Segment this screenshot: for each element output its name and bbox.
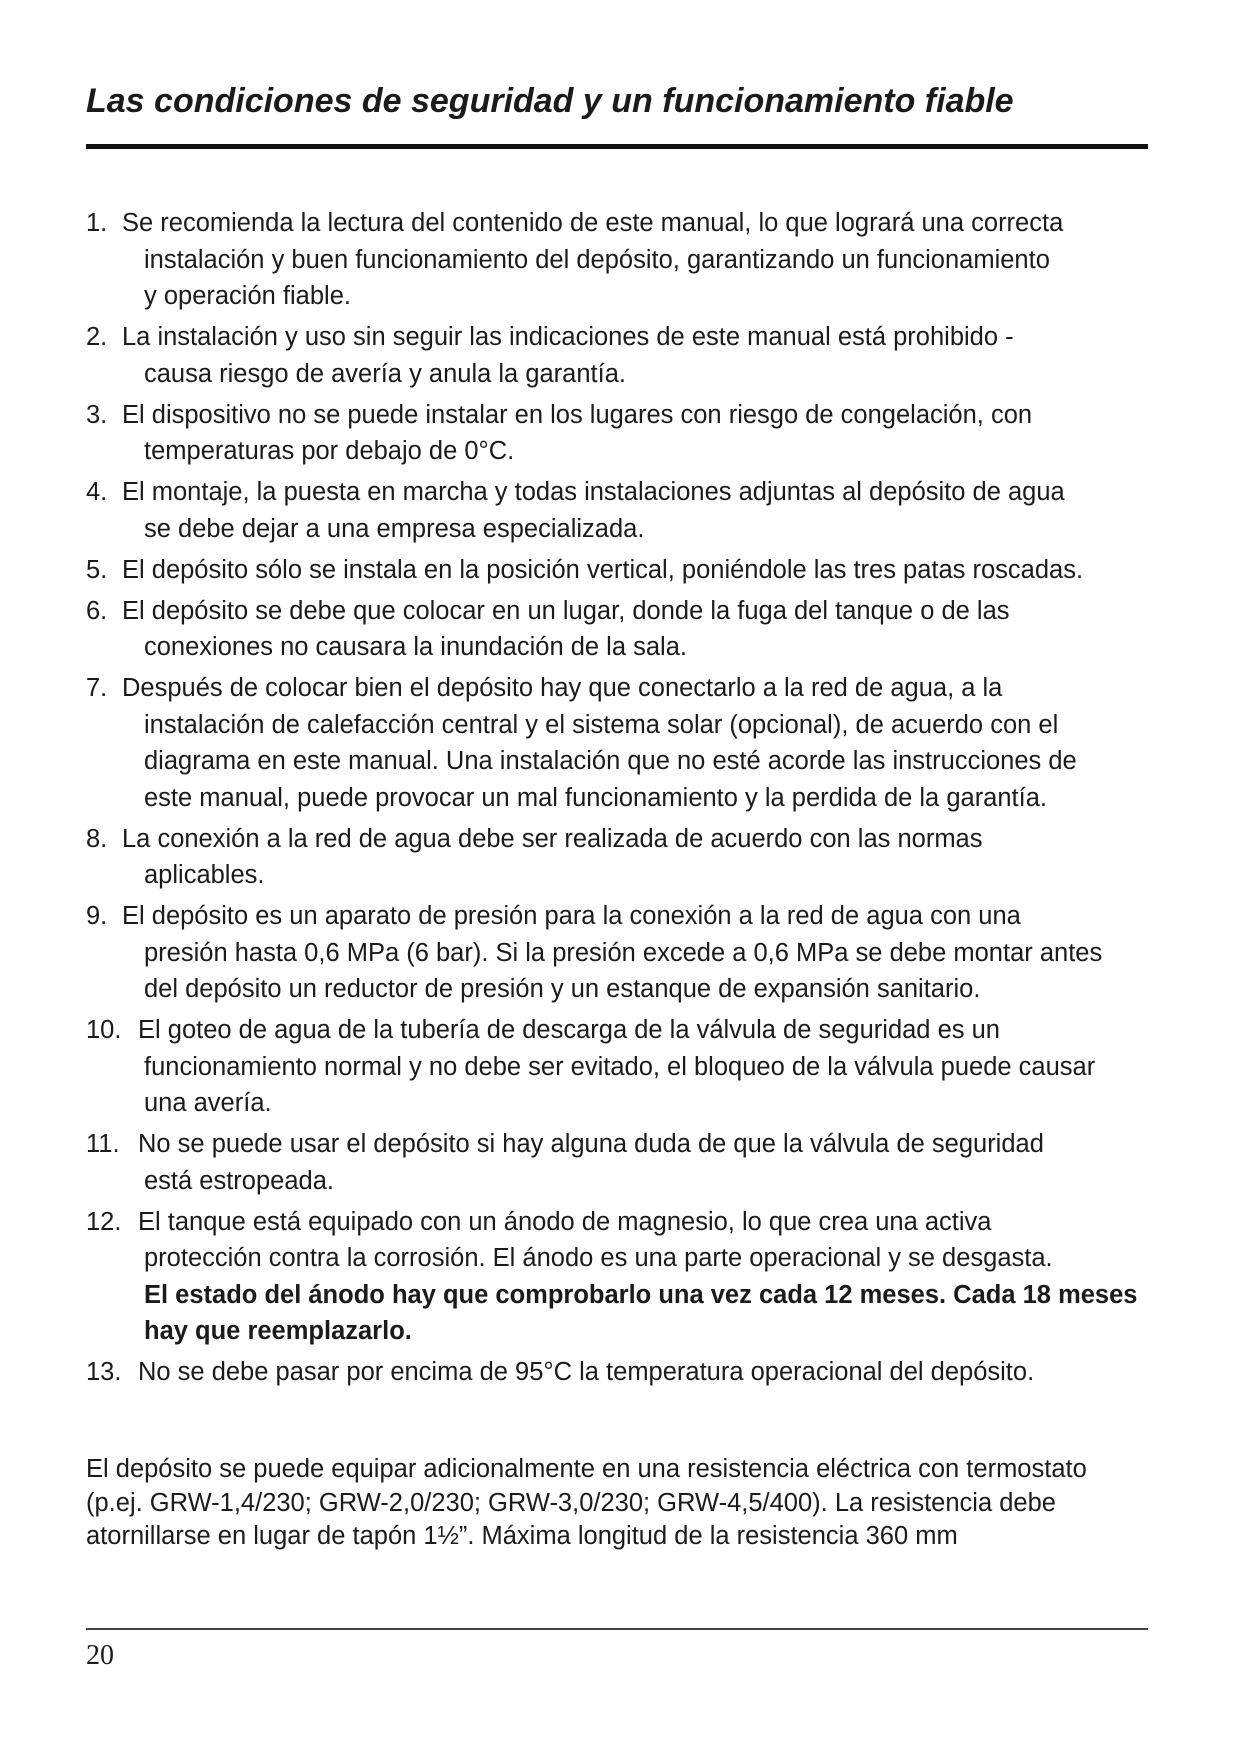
rule-text-line: causa riesgo de avería y anula la garantía. <box>144 359 626 388</box>
rule-text-line: temperaturas por debajo de 0°C. <box>144 437 515 465</box>
rule-number: 11. <box>86 1130 120 1158</box>
rule-text-line: El montaje, la puesta en marcha y todas instalaciones adjuntas al depósito de agua <box>122 478 1065 506</box>
rule-bold-line: hay que reemplazarlo. <box>144 1317 412 1345</box>
rule-text-line: El depósito sólo se instala en la posición vertical, poniéndole las tres patas roscadas. <box>122 555 1084 584</box>
rule-item <box>86 593 1186 666</box>
rule-text-line: No se puede usar el depósito si hay alguna duda de que la válvula de seguridad <box>138 1130 1044 1158</box>
rule-text-line: aplicables. <box>144 861 265 889</box>
rule-number: 10. <box>86 1016 122 1044</box>
rule-item <box>86 1204 1186 1350</box>
rule-item <box>86 1126 1186 1199</box>
page-number: 20 <box>86 1640 114 1671</box>
rule-item <box>86 205 1186 315</box>
rule-text-line: Después de colocar bien el depósito hay que conectarlo a la red de agua, a la <box>122 674 1003 702</box>
rule-item <box>86 474 1186 547</box>
rule-item <box>86 821 1186 894</box>
rule-number: 2. <box>86 323 108 351</box>
rule-number: 1. <box>86 209 108 237</box>
rule-text-line: La instalación y uso sin seguir las indicaciones de este manual está prohibido - <box>122 323 1014 351</box>
rule-bold-line: El estado del ánodo hay que comprobarlo una vez cada 12 meses. Cada 18 meses <box>144 1280 1138 1309</box>
rule-text-line: instalación de calefacción central y el sistema solar (opcional), de acuerdo con el <box>144 710 1059 739</box>
rule-text-line: El depósito se debe que colocar en un lugar, donde la fuga del tanque o de las <box>122 596 1010 625</box>
rule-text-line: y operación fiable. <box>144 282 351 310</box>
rule-number: 3. <box>86 400 108 429</box>
rule-text-line: No se debe pasar por encima de 95°C la temperatura operacional del depósito. <box>138 1358 1035 1386</box>
note-line: atornillarse en lugar de tapón 1½”. Máxima longitud de la resistencia 360 mm <box>86 1522 958 1550</box>
rule-number: 7. <box>86 674 108 702</box>
rule-text-line: está estropeada. <box>144 1166 334 1195</box>
rule-text-line: este manual, puede provocar un mal funcionamiento y la perdida de la garantía. <box>144 783 1047 812</box>
rule-item <box>86 1012 1186 1122</box>
rule-text-line: La conexión a la red de agua debe ser realizada de acuerdo con las normas <box>122 824 983 853</box>
rule-text-line: protección contra la corrosión. El ánodo es una parte operacional y se desgasta. <box>144 1244 1053 1272</box>
note-line: (p.ej. GRW-1,4/230; GRW-2,0/230; GRW-3,0/230; GRW-4,5/400). La resistencia debe <box>86 1488 1056 1517</box>
rule-text-line: Se recomienda la lectura del contenido de este manual, lo que logrará una correcta <box>122 209 1064 237</box>
rule-text-line: una avería. <box>144 1089 272 1117</box>
rule-text-line: El dispositivo no se puede instalar en los lugares con riesgo de congelación, con <box>122 400 1033 429</box>
rule-text-line: instalación y buen funcionamiento del depósito, garantizando un funcionamiento <box>144 245 1050 274</box>
rule-number: 6. <box>86 596 108 625</box>
rule-item <box>86 319 1186 392</box>
page-title: Las condiciones de seguridad y un funcionamiento fiable <box>86 82 1014 120</box>
rule-text-line: El tanque está equipado con un ánodo de magnesio, lo que crea una activa <box>138 1207 992 1236</box>
rule-text-line: funcionamiento normal y no debe ser evitado, el bloqueo de la válvula puede causar <box>144 1052 1096 1081</box>
title-divider <box>86 144 1148 149</box>
rule-text-line: se debe dejar a una empresa especializada. <box>144 514 645 543</box>
rule-text-line: El depósito es un aparato de presión para la conexión a la red de agua con una <box>122 902 1021 930</box>
rule-item <box>86 552 1186 589</box>
rule-item <box>86 898 1186 1008</box>
rule-number: 13. <box>86 1358 122 1386</box>
rule-number: 9. <box>86 902 108 930</box>
rule-text-line: diagrama en este manual. Una instalación que no esté acorde las instrucciones de <box>144 747 1077 775</box>
rule-item <box>86 397 1186 470</box>
heater-note <box>86 1453 1087 1554</box>
rule-number: 5. <box>86 555 108 584</box>
note-line: El depósito se puede equipar adicionalmente en una resistencia eléctrica con termostato <box>86 1455 1087 1483</box>
rule-number: 8. <box>86 824 108 853</box>
rule-text-line: conexiones no causara la inundación de la sala. <box>144 633 687 661</box>
rule-text-line: presión hasta 0,6 MPa (6 bar). Si la presión excede a 0,6 MPa se debe montar antes <box>144 938 1103 967</box>
footer-divider <box>86 1628 1148 1630</box>
rule-item <box>86 1354 1186 1391</box>
rule-number: 12. <box>86 1207 122 1236</box>
rule-item <box>86 670 1186 816</box>
rule-text-line: El goteo de agua de la tubería de descarga de la válvula de seguridad es un <box>138 1016 1000 1044</box>
rule-text-line: del depósito un reductor de presión y un estanque de expansión sanitario. <box>144 975 981 1003</box>
rule-number: 4. <box>86 478 108 506</box>
safety-rules-list <box>86 205 1186 1395</box>
